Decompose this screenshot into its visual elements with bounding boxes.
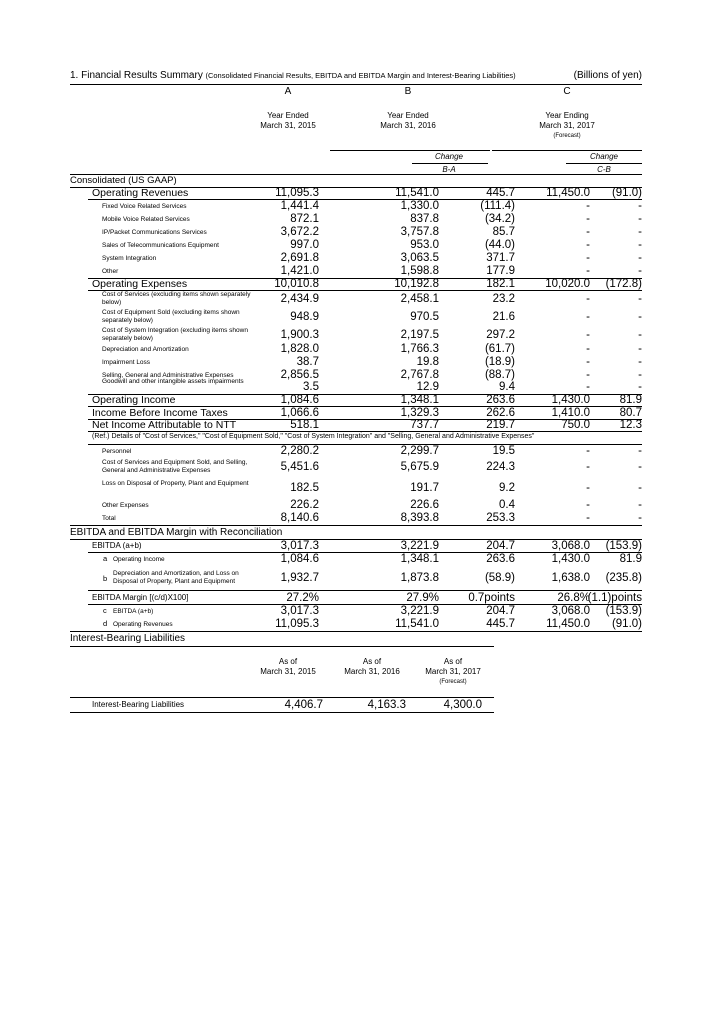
ibl-col3-line2: March 31, 2017 bbox=[425, 667, 481, 676]
row-label: Other Expenses bbox=[102, 502, 149, 509]
value-ba: 224.3 bbox=[486, 461, 515, 473]
value-c: 3,068.0 bbox=[551, 605, 590, 617]
title-main: 1. Financial Results Summary bbox=[70, 70, 203, 81]
value-cb: - bbox=[638, 461, 642, 473]
row-label: Operating Revenues bbox=[92, 187, 189, 199]
col-a-line2: March 31, 2015 bbox=[260, 121, 316, 130]
ref-header-row bbox=[70, 432, 642, 443]
row-label: System Integration bbox=[102, 255, 157, 262]
value-ba: 177.9 bbox=[486, 265, 515, 277]
value-a: 872.1 bbox=[290, 213, 319, 225]
value-b: 1,598.8 bbox=[400, 265, 439, 277]
value-cb: 81.9 bbox=[619, 394, 642, 406]
col-b-line1: Year Ended bbox=[387, 111, 429, 120]
value-a: 2,691.8 bbox=[280, 252, 319, 264]
value-c: 10,020.0 bbox=[545, 278, 590, 290]
value-b: 19.8 bbox=[416, 356, 439, 368]
row-label: Cost of Services (excluding items shown separately below) bbox=[102, 291, 251, 306]
value-a: 27.2% bbox=[286, 592, 319, 604]
value-cb: - bbox=[638, 265, 642, 277]
value-c: - bbox=[586, 265, 590, 277]
value-ba: 253.3 bbox=[486, 512, 515, 524]
value-c: 1,410.0 bbox=[551, 407, 590, 419]
expense-item-row bbox=[70, 343, 642, 356]
value-ba: 182.1 bbox=[486, 278, 515, 290]
value-cb: - bbox=[638, 311, 642, 323]
value-c: - bbox=[586, 226, 590, 238]
value-cb: - bbox=[638, 239, 642, 251]
value-cb: 81.9 bbox=[619, 553, 642, 565]
c-column-rule bbox=[492, 150, 642, 151]
value-b: 1,873.8 bbox=[400, 572, 439, 584]
value-c: - bbox=[586, 329, 590, 341]
value-a: 1,828.0 bbox=[280, 343, 319, 355]
value-b: 191.7 bbox=[410, 482, 439, 494]
value-a: 3,017.3 bbox=[280, 605, 319, 617]
value-ba: (61.7) bbox=[484, 343, 515, 355]
value-ba: 262.6 bbox=[486, 407, 515, 419]
expense-item-row bbox=[70, 291, 642, 309]
value-c: 1,430.0 bbox=[551, 553, 590, 565]
value-b: 3,221.9 bbox=[400, 540, 439, 552]
value-c: 750.0 bbox=[561, 419, 590, 431]
report-title bbox=[70, 70, 642, 84]
ref-end-rule bbox=[70, 525, 642, 526]
value-a: 1,084.6 bbox=[280, 394, 319, 406]
row-label: Loss on Disposal of Property, Plant and Equipment bbox=[102, 480, 249, 487]
value-a: 3,672.2 bbox=[280, 226, 319, 238]
value-b: 953.0 bbox=[410, 239, 439, 251]
value-b: 226.6 bbox=[410, 499, 439, 511]
row-letter: c bbox=[103, 606, 107, 615]
value-c: 3,068.0 bbox=[551, 540, 590, 552]
value-a: 2,856.5 bbox=[280, 369, 319, 381]
value-c: 11,450.0 bbox=[546, 618, 590, 630]
ibl-col1-heading bbox=[243, 657, 333, 677]
ibl-col3-line1: As of bbox=[443, 657, 463, 666]
revenue-item-row bbox=[70, 265, 642, 278]
value-a: 1,084.6 bbox=[280, 553, 319, 565]
row-label: Operating Income bbox=[92, 394, 176, 406]
ref-item-row bbox=[70, 445, 642, 458]
value-cb: - bbox=[638, 499, 642, 511]
value-b: 3,221.9 bbox=[400, 605, 439, 617]
ref-item-row bbox=[70, 480, 642, 498]
ref-item-row bbox=[70, 459, 642, 477]
b-column-rule bbox=[330, 150, 490, 151]
value-cb: - bbox=[638, 213, 642, 225]
col-a-letter: A bbox=[284, 86, 292, 97]
value-c: - bbox=[586, 293, 590, 305]
row-label: Personnel bbox=[102, 448, 132, 455]
value-b: 1,330.0 bbox=[400, 200, 439, 212]
value-b: 3,757.8 bbox=[400, 226, 439, 238]
row-label: Depreciation and Amortization, and Loss on Disposal of Property, Plant and Equipment bbox=[113, 570, 239, 585]
value-c: - bbox=[586, 200, 590, 212]
ebitda-end-rule bbox=[70, 631, 642, 632]
value-a: 5,451.6 bbox=[280, 461, 319, 473]
value-cb: - bbox=[638, 381, 642, 393]
revenue-item-row bbox=[70, 213, 642, 226]
ebitda-d-row bbox=[70, 618, 642, 631]
ibl-col3-forecast: (Forecast) bbox=[439, 679, 467, 685]
value-a: 1,421.0 bbox=[280, 265, 319, 277]
ibl-col2-line1: As of bbox=[362, 657, 382, 666]
row-label: Income Before Income Taxes bbox=[92, 407, 228, 419]
row-label: EBITDA Margin [(c/d)X100] bbox=[92, 593, 189, 602]
value-a: 8,140.6 bbox=[280, 512, 319, 524]
value-a: 1,932.7 bbox=[280, 572, 319, 584]
row-label: EBITDA (a+b) bbox=[92, 541, 142, 550]
row-label: Interest-Bearing Liabilities bbox=[92, 700, 185, 709]
change-cb-label: Change bbox=[589, 152, 619, 161]
value-b: 11,541.0 bbox=[395, 618, 439, 630]
value-c: 26.8% bbox=[557, 592, 590, 604]
value-ba: 23.2 bbox=[492, 293, 515, 305]
row-label: Selling, General and Administrative Expenses bbox=[102, 372, 234, 379]
value-a: 997.0 bbox=[290, 239, 319, 251]
value-ba: 371.7 bbox=[486, 252, 515, 264]
value-a: 1,900.3 bbox=[280, 329, 319, 341]
value-2016: 4,163.3 bbox=[367, 699, 406, 711]
value-c: - bbox=[586, 356, 590, 368]
value-2015: 4,406.7 bbox=[284, 699, 323, 711]
value-b: 2,458.1 bbox=[400, 293, 439, 305]
value-cb: - bbox=[638, 329, 642, 341]
value-c: - bbox=[586, 512, 590, 524]
value-cb: - bbox=[638, 482, 642, 494]
value-c: - bbox=[586, 369, 590, 381]
value-ba: 204.7 bbox=[486, 605, 515, 617]
value-ba: 0.4 bbox=[499, 499, 515, 511]
value-ba: 85.7 bbox=[492, 226, 515, 238]
value-b: 1,766.3 bbox=[400, 343, 439, 355]
value-c: 11,450.0 bbox=[546, 187, 590, 199]
value-a: 2,434.9 bbox=[280, 293, 319, 305]
title-divider bbox=[70, 84, 642, 85]
value-b: 1,348.1 bbox=[400, 553, 439, 565]
value-c: - bbox=[586, 499, 590, 511]
value-cb: - bbox=[638, 200, 642, 212]
value-ba: 204.7 bbox=[486, 540, 515, 552]
value-cb: (172.8) bbox=[605, 278, 642, 290]
value-ba: 263.6 bbox=[486, 394, 515, 406]
value-c: - bbox=[586, 343, 590, 355]
row-label: Other bbox=[102, 268, 119, 275]
row-label: Goodwill and other intangible assets impairments bbox=[102, 378, 244, 385]
ibl-column-rule bbox=[70, 697, 494, 698]
ibl-col2-line2: March 31, 2016 bbox=[344, 667, 400, 676]
value-a: 948.9 bbox=[290, 311, 319, 323]
ebitda-b-row bbox=[70, 569, 642, 589]
expense-item-row bbox=[70, 380, 642, 394]
value-2017: 4,300.0 bbox=[443, 699, 482, 711]
value-ba: 445.7 bbox=[486, 187, 515, 199]
change-ba-formula: B-A bbox=[442, 165, 456, 174]
value-ba: 445.7 bbox=[486, 618, 515, 630]
value-b: 10,192.8 bbox=[394, 278, 439, 290]
ibl-col1-line1: As of bbox=[278, 657, 298, 666]
row-label: Operating Revenues bbox=[113, 621, 173, 628]
row-label: Depreciation and Amortization bbox=[102, 346, 189, 353]
value-b: 837.8 bbox=[410, 213, 439, 225]
value-a: 38.7 bbox=[296, 356, 319, 368]
value-b: 737.7 bbox=[410, 419, 439, 431]
row-letter: b bbox=[103, 574, 108, 583]
value-ba: 9.2 bbox=[499, 482, 515, 494]
unit-label: (Billions of yen) bbox=[573, 70, 642, 81]
value-ba: 9.4 bbox=[499, 381, 515, 393]
row-label: Impairment Loss bbox=[102, 359, 151, 366]
value-ba: (18.9) bbox=[484, 356, 515, 368]
value-b: 2,767.8 bbox=[400, 369, 439, 381]
revenue-item-row bbox=[70, 239, 642, 252]
value-c: - bbox=[586, 461, 590, 473]
value-a: 1,066.6 bbox=[280, 407, 319, 419]
col-b-letter: B bbox=[404, 86, 412, 97]
col-c-line1: Year Ending bbox=[545, 111, 589, 120]
ibl-col2-heading bbox=[327, 657, 417, 677]
col-c-heading bbox=[522, 111, 612, 141]
value-b: 27.9% bbox=[406, 592, 439, 604]
value-b: 12.9 bbox=[416, 381, 439, 393]
value-cb: - bbox=[638, 512, 642, 524]
value-ba: 19.5 bbox=[492, 445, 515, 457]
ref-total-row bbox=[70, 512, 642, 525]
value-a: 2,280.2 bbox=[280, 445, 319, 457]
value-cb: (91.0) bbox=[611, 618, 642, 630]
row-label: Cost of System Integration (excluding items shown separately below) bbox=[102, 327, 248, 342]
value-b: 11,541.0 bbox=[395, 187, 439, 199]
value-ba: 21.6 bbox=[492, 311, 515, 323]
value-a: 11,095.3 bbox=[275, 187, 319, 199]
change-ba-rule bbox=[412, 163, 488, 164]
value-cb: - bbox=[638, 293, 642, 305]
value-ba: (88.7) bbox=[484, 369, 515, 381]
value-b: 5,675.9 bbox=[400, 461, 439, 473]
ibl-col1-line2: March 31, 2015 bbox=[260, 667, 316, 676]
value-ba: (111.4) bbox=[480, 200, 515, 212]
value-b: 3,063.5 bbox=[400, 252, 439, 264]
value-cb: (153.9) bbox=[605, 605, 642, 617]
value-cb: - bbox=[638, 356, 642, 368]
value-ba: (58.9) bbox=[484, 572, 515, 584]
col-a-line1: Year Ended bbox=[267, 111, 309, 120]
value-c: - bbox=[586, 445, 590, 457]
row-label: Mobile Voice Related Services bbox=[102, 216, 190, 223]
ebitda-c-row bbox=[70, 605, 642, 618]
ref-header: (Ref.) Details of "Cost of Services," "Cost of Equipment Sold," "Cost of System Integration" and "Selling, General and Administrative Expenses" bbox=[92, 433, 535, 440]
value-c: - bbox=[586, 381, 590, 393]
value-cb: (1.1)points bbox=[587, 592, 642, 604]
change-ba-label: Change bbox=[434, 152, 464, 161]
col-b-line2: March 31, 2016 bbox=[380, 121, 436, 130]
col-b-heading bbox=[363, 111, 453, 131]
row-label: Fixed Voice Related Services bbox=[102, 203, 187, 210]
ebitda-b-rule bbox=[88, 590, 642, 591]
value-ba: (44.0) bbox=[484, 239, 515, 251]
value-c: 1,430.0 bbox=[551, 394, 590, 406]
value-a: 11,095.3 bbox=[275, 618, 319, 630]
revenue-item-row bbox=[70, 226, 642, 239]
ibl-col3-heading bbox=[408, 657, 498, 687]
ibl-header-row bbox=[70, 633, 642, 646]
value-cb: (153.9) bbox=[605, 540, 642, 552]
value-cb: 12.3 bbox=[619, 419, 642, 431]
col-a-heading bbox=[243, 111, 333, 131]
value-ba: 263.6 bbox=[486, 553, 515, 565]
title-sub: (Consolidated Financial Results, EBITDA and EBITDA Margin and Interest-Bearing Liabilities) bbox=[205, 71, 516, 80]
consolidated-header: Consolidated (US GAAP) bbox=[70, 175, 177, 186]
value-ba: 219.7 bbox=[486, 419, 515, 431]
value-a: 226.2 bbox=[290, 499, 319, 511]
value-b: 970.5 bbox=[410, 311, 439, 323]
value-cb: - bbox=[638, 226, 642, 238]
row-label: Cost of Equipment Sold (excluding items shown separately below) bbox=[102, 309, 240, 324]
row-label: Cost of Services and Equipment Sold, and Selling, General and Administrative Expenses bbox=[102, 459, 248, 474]
value-a: 182.5 bbox=[290, 482, 319, 494]
value-a: 1,441.4 bbox=[280, 200, 319, 212]
value-a: 3.5 bbox=[303, 381, 319, 393]
value-c: - bbox=[586, 239, 590, 251]
value-cb: - bbox=[638, 369, 642, 381]
col-c-letter: C bbox=[563, 86, 571, 97]
col-c-forecast: (Forecast) bbox=[553, 133, 581, 139]
value-b: 1,348.1 bbox=[400, 394, 439, 406]
row-label: EBITDA (a+b) bbox=[113, 608, 154, 615]
col-c-line2: March 31, 2017 bbox=[539, 121, 595, 130]
change-cb-rule bbox=[566, 163, 642, 164]
value-ba: 0.7points bbox=[468, 592, 515, 604]
expense-item-row bbox=[70, 309, 642, 327]
value-cb: 80.7 bbox=[619, 407, 642, 419]
row-label: IP/Packet Communications Services bbox=[102, 229, 207, 236]
row-label: Total bbox=[102, 515, 116, 522]
value-b: 8,393.8 bbox=[400, 512, 439, 524]
value-ba: (34.2) bbox=[484, 213, 515, 225]
row-letter: a bbox=[103, 554, 108, 563]
value-cb: - bbox=[638, 252, 642, 264]
value-b: 2,299.7 bbox=[400, 445, 439, 457]
ebitda-header: EBITDA and EBITDA Margin with Reconciliation bbox=[70, 527, 283, 538]
value-cb: - bbox=[638, 343, 642, 355]
ibl-end-rule bbox=[70, 712, 494, 713]
row-label: Operating Expenses bbox=[92, 278, 188, 290]
value-c: 1,638.0 bbox=[551, 572, 590, 584]
row-letter: d bbox=[103, 619, 108, 628]
value-a: 3,017.3 bbox=[280, 540, 319, 552]
ibl-row bbox=[70, 699, 494, 712]
value-c: - bbox=[586, 213, 590, 225]
change-cb-formula: C-B bbox=[597, 165, 611, 174]
value-c: - bbox=[586, 482, 590, 494]
ibl-header-rule bbox=[70, 646, 494, 647]
revenue-item-row bbox=[70, 252, 642, 265]
value-cb: (235.8) bbox=[605, 572, 642, 584]
row-label: Operating Income bbox=[113, 556, 165, 563]
expense-item-row bbox=[70, 356, 642, 369]
value-b: 1,329.3 bbox=[400, 407, 439, 419]
row-label: Sales of Telecommunications Equipment bbox=[102, 242, 219, 249]
value-c: - bbox=[586, 311, 590, 323]
value-a: 10,010.8 bbox=[274, 278, 319, 290]
value-b: 2,197.5 bbox=[400, 329, 439, 341]
value-cb: - bbox=[638, 445, 642, 457]
value-ba: 297.2 bbox=[486, 329, 515, 341]
row-label: Net Income Attributable to NTT bbox=[92, 419, 237, 431]
ibl-header: Interest-Bearing Liabilities bbox=[70, 633, 186, 644]
ebitda-a-row bbox=[70, 553, 642, 566]
ref-item-row bbox=[70, 499, 642, 512]
revenue-item-row bbox=[70, 200, 642, 213]
value-c: - bbox=[586, 252, 590, 264]
value-cb: (91.0) bbox=[611, 187, 642, 199]
value-a: 518.1 bbox=[290, 419, 319, 431]
